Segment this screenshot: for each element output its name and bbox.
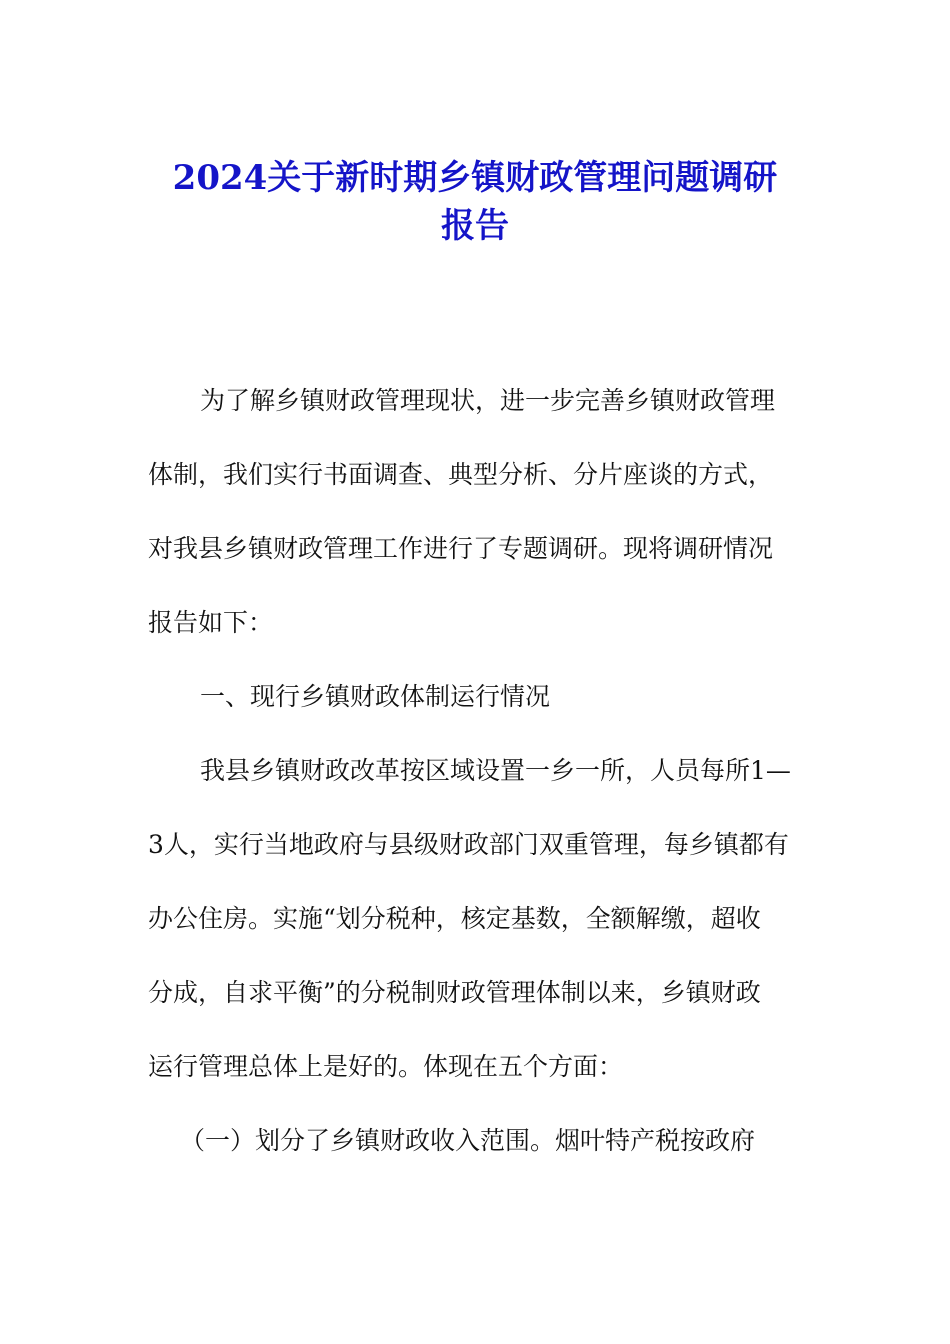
body-line-9: 分成，自求平衡”的分税制财政管理体制以来，乡镇财政 xyxy=(148,978,761,1007)
body-line-1: 为了解乡镇财政管理现状，进一步完善乡镇财政管理 xyxy=(200,386,776,415)
subsection-heading: （一）划分了乡镇财政收入范围。烟叶特产税按政府 xyxy=(180,1126,756,1155)
body-line-4: 报告如下： xyxy=(148,608,274,637)
document-title-line-2: 报告 xyxy=(441,206,509,246)
body-line-8: 办公住房。实施“划分税种，核定基数，全额解缴，超收 xyxy=(148,904,761,933)
body-line-7: 3人，实行当地政府与县级财政部门双重管理，每乡镇都有 xyxy=(148,830,789,859)
document-title-line-1: 2024关于新时期乡镇财政管理问题调研 xyxy=(172,158,778,198)
body-line-10: 运行管理总体上是好的。体现在五个方面： xyxy=(148,1052,624,1081)
section-heading: 一、现行乡镇财政体制运行情况 xyxy=(200,682,551,711)
body-line-3: 对我县乡镇财政管理工作进行了专题调研。现将调研情况 xyxy=(148,534,774,563)
body-line-2: 体制，我们实行书面调查、典型分析、分片座谈的方式， xyxy=(148,460,774,489)
body-line-6: 我县乡镇财政改革按区域设置一乡一所，人员每所1— xyxy=(200,756,791,785)
